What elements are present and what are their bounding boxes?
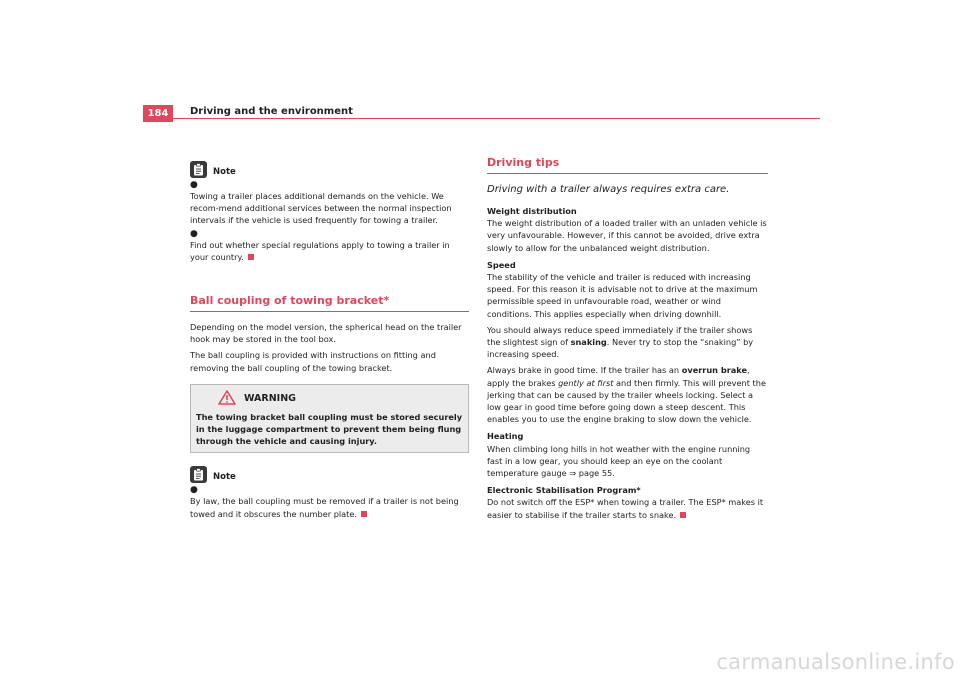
header-rule (173, 118, 820, 119)
text-run: , apply the brakes (487, 365, 750, 388)
note-bullet (190, 181, 469, 227)
section-end-icon (361, 511, 367, 517)
paragraph (487, 364, 768, 425)
paragraph: The weight distribution of a loaded trailer with an unladen vehicle is very unfavourable. However, if this cannot be avoided, drive extra slowly to allow for the unbalanced weight distribution. (487, 218, 767, 253)
emphasis-snaking: snaking (570, 337, 607, 348)
text-run: Do not switch off the ESP* when towing a trailer. The ESP* makes it easier to stabilise if the trailer starts to snake. (487, 497, 764, 520)
note-label: Note (213, 167, 236, 177)
warning-box (190, 384, 469, 454)
text-run: . Never try to stop the “snaking” by increasing speed. (487, 337, 754, 360)
text-run: Always brake in good time. If the trailer has an (487, 365, 682, 376)
text-run: You should always reduce speed immediately if the trailer shows the slightest sign of (487, 324, 753, 348)
right-column (487, 156, 768, 525)
subheading-esp: Electronic Stabilisation Program* (487, 485, 641, 496)
note-header (190, 463, 469, 483)
subheading-speed: Speed (487, 259, 516, 270)
note-clipboard-icon (190, 466, 207, 483)
bullet-icon: ● (190, 228, 198, 239)
subheading-heating: Heating (487, 431, 524, 442)
emphasis-gently: gently at first (558, 377, 614, 388)
watermark: carmanualsonline.info (716, 650, 955, 674)
note-bullet (190, 230, 469, 263)
text-run: and then firmly. This will prevent the jerking that can be caused by the trailer wheels locking. Select a low gear in good time before going down a steep descent. This enables you to use the engine braking to slow down the vehicle. (487, 377, 766, 425)
paragraph: When climbing long hills in hot weather with the engine running fast in a low gear, you should keep an eye on the coolant temperature gauge ⇒ page 55. (487, 443, 751, 479)
bullet-icon: ● (190, 485, 198, 496)
page-number: 184 (143, 105, 173, 122)
note-text: Find out whether special regulations apply to towing a trailer in your country. (190, 239, 450, 262)
subheading-weight: Weight distribution (487, 206, 577, 216)
emphasis-overrun-brake: overrun brake (681, 365, 748, 376)
warning-text: The towing bracket ball coupling must be stored securely in the luggage compartment to prevent them being flung through the vehicle and causing injury. (196, 411, 463, 447)
section-end-icon (248, 254, 254, 260)
section-heading-ball-coupling: Ball coupling of towing bracket* (190, 294, 469, 312)
warning-triangle-icon (218, 390, 236, 408)
paragraph (487, 496, 768, 520)
paragraph (487, 324, 768, 361)
paragraph: Depending on the model version, the spherical head on the trailer hook may be stored in the tool box. (190, 322, 462, 345)
note-bullet (190, 486, 469, 519)
paragraph: The stability of the vehicle and trailer is reduced with increasing speed. For this reason it is advisable not to drive at the maximum permissible speed in unfavourable road, weather or wind conditions. This applies especially when driving downhill. (487, 272, 758, 319)
note-header (190, 158, 469, 178)
note-text: Towing a trailer places additional demands on the vehicle. We recom-mend additional services between the normal inspection intervals if the vehicle is used frequently for towing a trailer. (190, 191, 452, 226)
note-label: Note (213, 472, 236, 483)
section-heading-driving-tips: Driving tips (487, 156, 768, 174)
note-clipboard-icon (190, 161, 207, 178)
section-subtitle: Driving with a trailer always requires extra care. (487, 184, 730, 195)
section-end-icon (680, 512, 686, 518)
warning-header (196, 391, 463, 407)
bullet-icon: ● (190, 180, 198, 190)
left-column (190, 158, 469, 523)
warning-label: WARNING (244, 392, 296, 404)
paragraph: The ball coupling is provided with instructions on fitting and removing the ball coupling of the towing bracket. (190, 350, 436, 373)
chapter-title: Driving and the environment (190, 106, 353, 117)
note-text: By law, the ball coupling must be removed if a trailer is not being towed and it obscures the number plate. (190, 496, 459, 519)
